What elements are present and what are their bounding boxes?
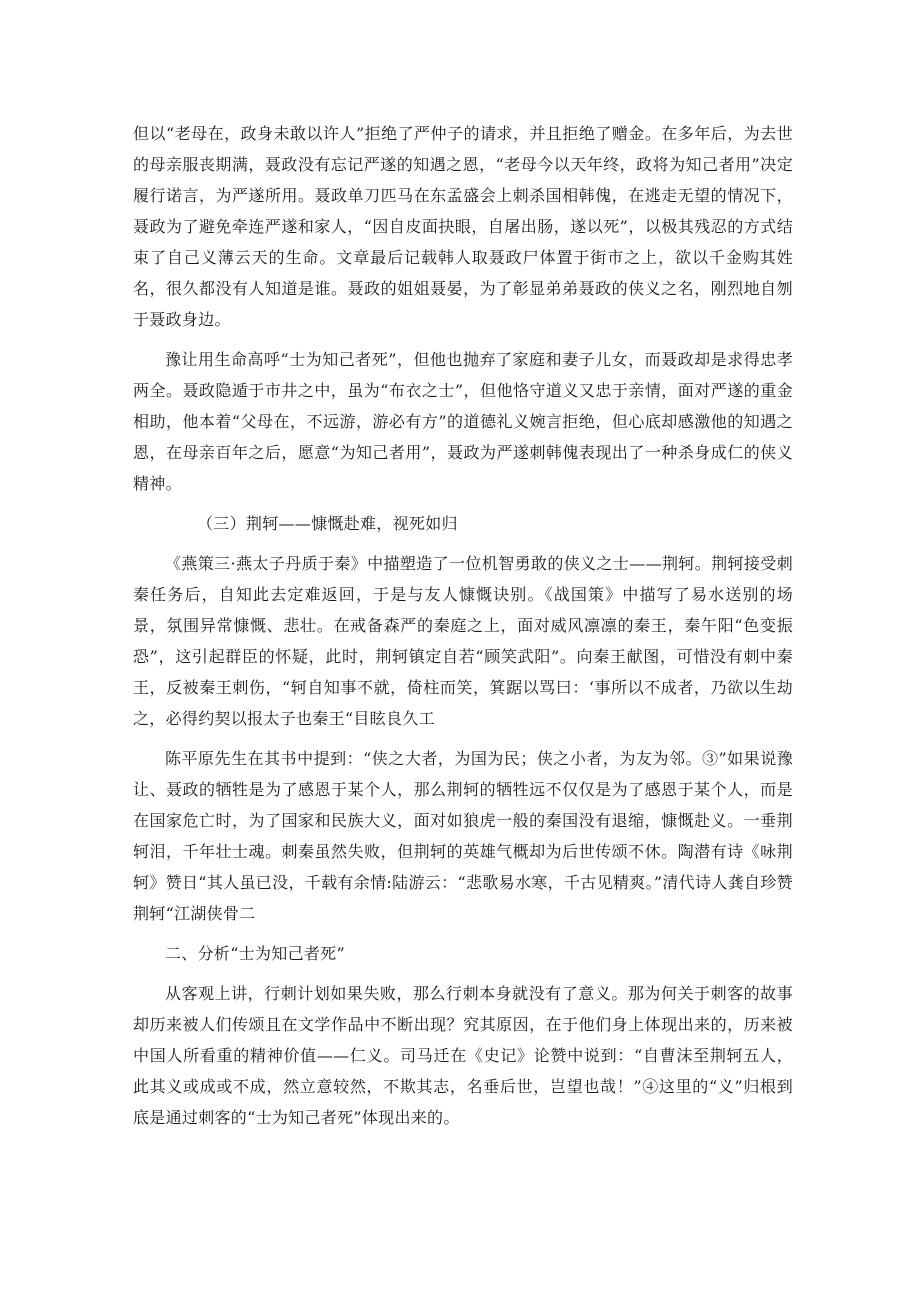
paragraph-analysis: 从客观上讲，行刺计划如果失败，那么行刺本身就没有了意义。那为何关于刺客的故事却历来被人们传颂且在文学作品中不断出现？究其原因，在于他们身上体现出来的，历来被中国人所看重的精神价值——仁义。司马迁在《史记》论赞中说到：“自曹沫至荆轲五人，此其义或成或不成，然立意较然，不欺其志，名垂后世，岂望也哉！”④这里的“义”归根到底是通过刺客的“士为知己者死”体现出来的。 (133, 984, 793, 1127)
section-heading-analysis: 二、分析“士为知己者死” (165, 944, 345, 963)
paragraph-jing-ke-story: 《燕策三·燕太子丹质于秦》中描塑造了一位机智勇敢的侠义之士——荆轲。荆轲接受刺秦任务后，自知此去定难返回，于是与友人慷慨诀别。《战国策》中描写了易水送别的场景，氛围异常慷慨、悲壮。在戒备森严的秦庭之上，面对威风凛凛的秦王，秦午阳“色变振恐”，这引起群臣的怀疑，此时，荆轲镇定自若“顾笑武阳”。向秦王献图，可惜没有刺中秦王，反被秦王刺伤，“轲自知事不就，倚柱而笑，箕踞以骂曰：‘事所以不成者，乃欲以生劫之，必得约契以报太子也秦王“目眩良久工 (133, 554, 793, 728)
paragraph-chen-pingyuan-quote: 陈平原先生在其书中提到：“侠之大者，为国为民；侠之小者，为友为邻。③”如果说豫让、聂政的牺牲是为了感恩于某个人，那么荆轲的牺牲远不仅仅是为了感恩于某个人，而是在国家危亡时，为了国家和民族大义，面对如狼虎一般的秦国没有退缩，慷慨赴义。一垂荆轲泪，千年壮士魂。刺秦虽然失败，但荆轲的英雄气概却为后世传颂不休。陶潜有诗《咏荆轲》赞日“其人虽已没，千载有余情:陆游云：“悲歌易水寒，千古见精爽。”清代诗人龚自珍赞荆轲“江湖侠骨二 (133, 749, 793, 923)
document-page (133, 118, 793, 1133)
paragraph-yu-rang-comparison: 豫让用生命高呼“士为知己者死”，但他也抛弃了家庭和妻子儿女，而聂政却是求得忠孝两全。聂政隐遁于市井之中，虽为“布衣之士”，但他恪守道义又忠于亲情，面对严遂的重金相助，他本着“父母在，不远游，游必有方”的道德礼义婉言拒绝，但心底却感激他的知遇之恩，在母亲百年之后，愿意“为知己者用”，聂政为严遂刺韩傀表现出了一种杀身成仁的侠义精神。 (133, 350, 793, 493)
paragraph-nie-zheng-story: 但以“老母在，政身未敢以许人”拒绝了严仲子的请求，并且拒绝了赠金。在多年后，为去世的母亲服丧期满，聂政没有忘记严遂的知遇之恩，“老母今以天年终，政将为知己者用”决定履行诺言，为严遂所用。聂政单刀匹马在东孟盛会上刺杀国相韩傀，在逃走无望的情况下，聂政为了避免牵连严遂和家人，“因自皮面抉眼，自屠出肠，遂以死”，以极其残忍的方式结束了自己义薄云天的生命。文章最后记载韩人取聂政尸体置于街市之上，欲以千金购其姓名，很久都没有人知道是谁。聂政的姐姐聂晏，为了彰显弟弟聂政的侠义之名，刚烈地自刎于聂政身边。 (133, 124, 793, 329)
section-heading-jing-ke: （三）荆轲——慷慨赴难，视死如归 (197, 514, 458, 533)
